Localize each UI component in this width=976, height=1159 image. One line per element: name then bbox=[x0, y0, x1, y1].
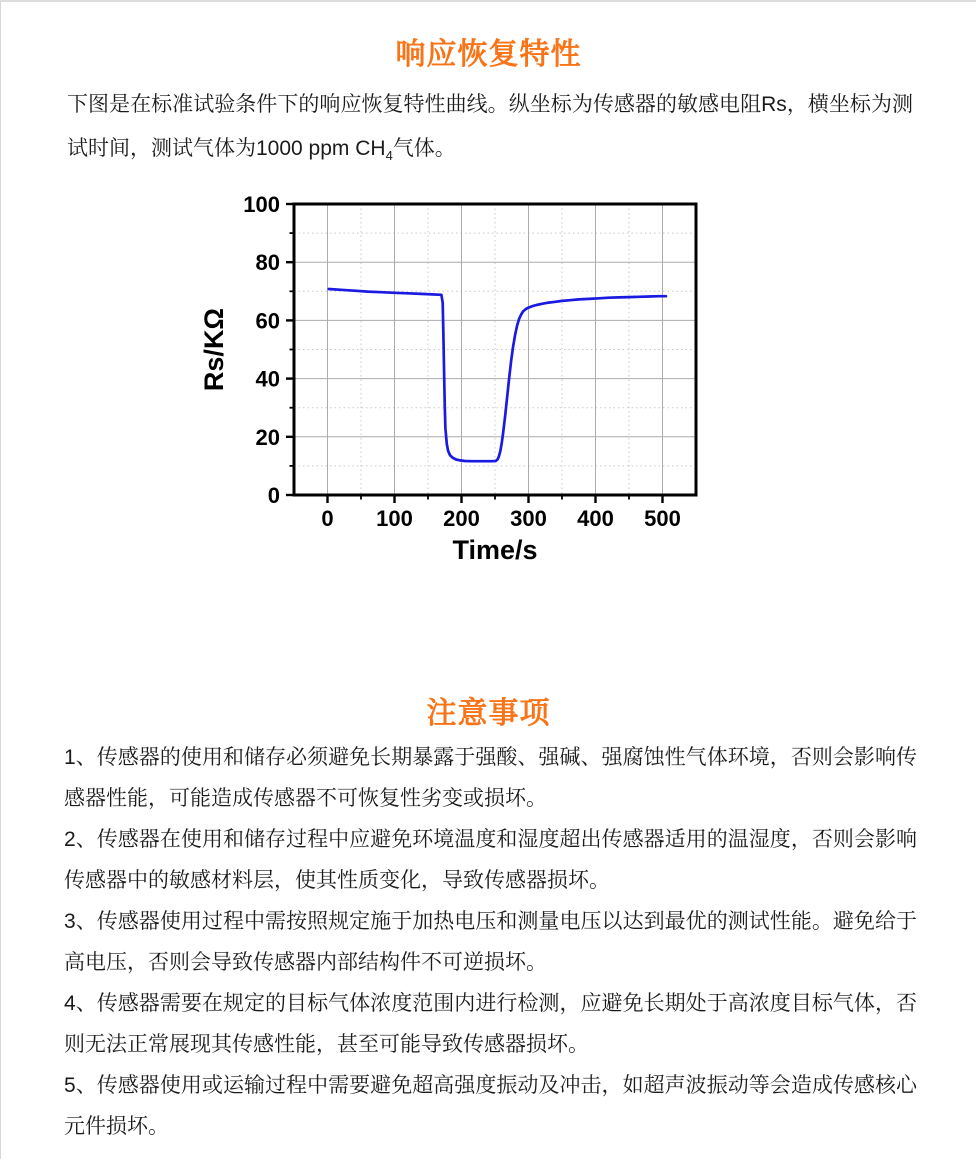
intro-paragraph bbox=[67, 83, 913, 171]
x-tick-label: 200 bbox=[443, 506, 480, 531]
y-tick-label: 0 bbox=[267, 483, 280, 508]
x-tick-label: 0 bbox=[321, 506, 334, 531]
precaution-item-3: 3、传感器使用过程中需按照规定施于加热电压和测量电压以达到最优的测试性能。避免给于高电压，否则会导致传感器内部结构件不可逆损坏。 bbox=[64, 910, 917, 974]
intro-text-before-subscript: 下图是在标准试验条件下的响应恢复特性曲线。纵坐标为传感器的敏感电阻Rs，横坐标为测试时间，测试气体为1000 ppm CH bbox=[67, 93, 913, 160]
x-axis-title: Time/s bbox=[452, 535, 538, 565]
y-tick-label: 80 bbox=[255, 250, 280, 276]
y-tick-label: 40 bbox=[255, 366, 280, 392]
y-tick-label: 60 bbox=[255, 308, 280, 334]
precaution-item-1: 1、传感器的使用和储存必须避免长期暴露于强酸、强碱、强腐蚀性气体环境，否则会影响传感器性能，可能造成传感器不可恢复性劣变或损坏。 bbox=[64, 746, 917, 810]
response-chart-svg bbox=[189, 186, 709, 571]
y-tick-label: 20 bbox=[255, 424, 280, 450]
precaution-item-2: 2、传感器在使用和储存过程中应避免环境温度和湿度超出传感器适用的温湿度，否则会影响传感器中的敏感材料层，使其性质变化，导致传感器损坏。 bbox=[64, 828, 917, 892]
response-recovery-chart bbox=[189, 186, 709, 571]
ch4-subscript: 4 bbox=[385, 148, 393, 164]
y-tick-label: 100 bbox=[243, 192, 280, 217]
section-title-precautions: 注意事项 bbox=[426, 697, 551, 730]
precaution-item-4: 4、传感器需要在规定的目标气体浓度范围内进行检测，应避免长期处于高浓度目标气体，否则无法正常展现其传感性能，甚至可能导致传感器损坏。 bbox=[64, 992, 917, 1056]
precautions-list bbox=[64, 737, 917, 1147]
precaution-item-5: 5、传感器使用或运输过程中需要避免超高强度振动及冲击，如超声波振动等会造成传感核心元件损坏。 bbox=[64, 1074, 917, 1138]
response-curve bbox=[329, 289, 666, 461]
x-tick-label: 400 bbox=[577, 506, 614, 531]
y-axis-title: Rs/KΩ bbox=[199, 307, 229, 392]
x-tick-label: 100 bbox=[376, 506, 413, 531]
x-tick-label: 300 bbox=[510, 506, 547, 531]
x-tick-label: 500 bbox=[644, 506, 681, 531]
intro-text-after-subscript: 气体。 bbox=[392, 137, 456, 160]
section-title-response-recovery: 响应恢复特性 bbox=[395, 38, 582, 71]
